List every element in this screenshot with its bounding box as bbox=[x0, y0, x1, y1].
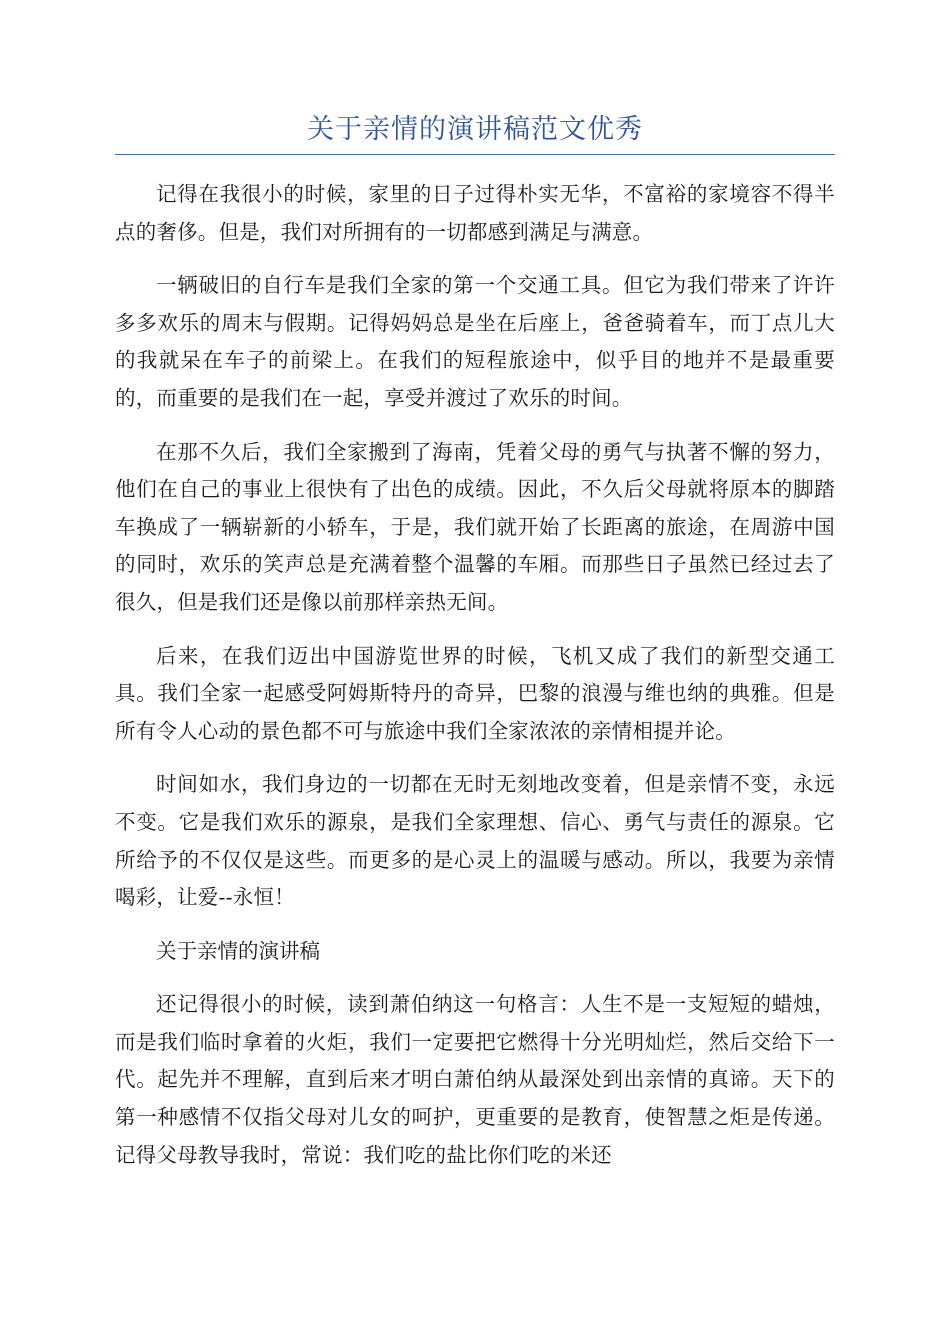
paragraph-6: 还记得很小的时候，读到萧伯纳这一句格言：人生不是一支短短的蜡烛，而是我们临时拿着的火炬，我们一定要把它燃得十分光明灿烂，然后交给下一代。起先并不理解，直到后来才明白萧伯纳从最深处到出亲情的真谛。天下的第一种感情不仅指父母对儿女的呵护，更重要的是教育，使智慧之炬是传递。记得父母教导我时，常说：我们吃的盐比你们吃的米还 bbox=[115, 992, 835, 1167]
paragraph-3: 在那不久后，我们全家搬到了海南，凭着父母的勇气与执著不懈的努力，他们在自己的事业上很快有了出色的成绩。因此，不久后父母就将原本的脚踏车换成了一辆崭新的小轿车，于是，我们就开始了长距离的旅途，在周游中国的同时，欢乐的笑声总是充满着整个温馨的车厢。而那些日子虽然已经过去了很久，但是我们还是像以前那样亲热无间。 bbox=[115, 439, 835, 614]
document-body bbox=[115, 176, 835, 1190]
document-title: 关于亲情的演讲稿范文优秀 bbox=[307, 114, 643, 145]
paragraph-2: 一辆破旧的自行车是我们全家的第一个交通工具。但它为我们带来了许许多多欢乐的周末与假期。记得妈妈总是坐在后座上，爸爸骑着车，而丁点儿大的我就呆在车子的前梁上。在我们的短程旅途中，似乎目的地并不是最重要的，而重要的是我们在一起，享受并渡过了欢乐的时间。 bbox=[115, 273, 835, 410]
paragraph-1: 记得在我很小的时候，家里的日子过得朴实无华，不富裕的家境容不得半点的奢侈。但是，我们对所拥有的一切都感到满足与满意。 bbox=[115, 182, 835, 244]
section-subheading: 关于亲情的演讲稿 bbox=[156, 938, 320, 963]
paragraph-5: 时间如水，我们身边的一切都在无时无刻地改变着，但是亲情不变，永远不变。它是我们欢乐的源泉，是我们全家理想、信心、勇气与责任的源泉。它所给予的不仅仅是这些。而更多的是心灵上的温暖与感动。所以，我要为亲情喝彩，让爱--永恒！ bbox=[115, 772, 835, 910]
title-block bbox=[115, 110, 835, 155]
paragraph-4: 后来，在我们迈出中国游览世界的时候，飞机又成了我们的新型交通工具。我们全家一起感受阿姆斯特丹的奇异，巴黎的浪漫与维也纳的典雅。但是所有令人心动的景色都不可与旅途中我们全家浓浓的亲情相提并论。 bbox=[115, 643, 835, 743]
